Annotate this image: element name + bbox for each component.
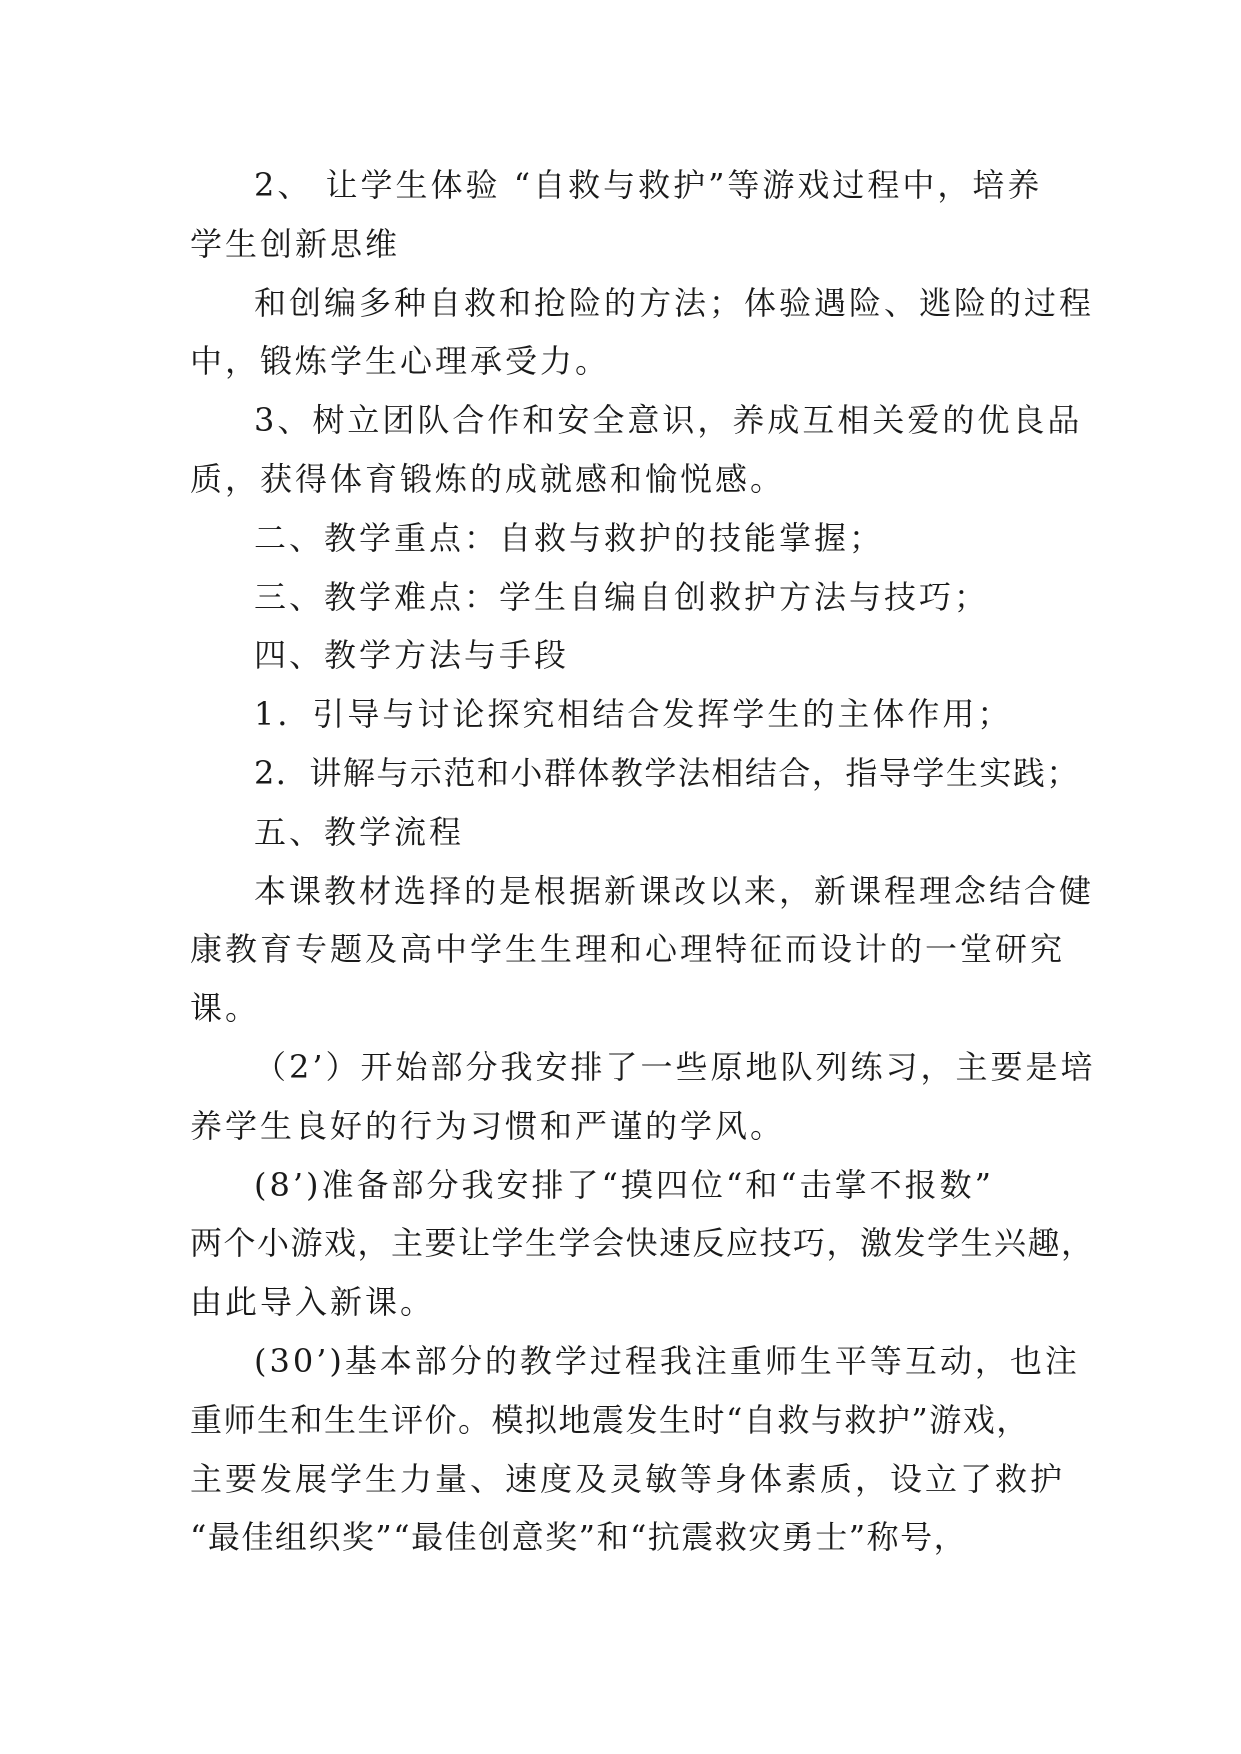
text-line: 主要发展学生力量、速度及灵敏等身体素质，设立了救护 bbox=[190, 1459, 1066, 1498]
text-line: 五、教学流程 bbox=[254, 812, 465, 851]
text-line: 2、 让学生体验 “自救与救护”等游戏过程中，培养 bbox=[254, 166, 1043, 204]
text-line: 本课教材选择的是根据新课改以来，新课程理念结合健 bbox=[254, 871, 1095, 910]
text-line: 课。 bbox=[190, 989, 261, 1028]
text-line: （2’）开始部分我安排了一些原地队列练习，主要是培 bbox=[254, 1047, 1096, 1086]
document-body bbox=[190, 156, 1096, 1567]
text-line: 三、教学难点：学生自编自创救护方法与技巧； bbox=[254, 577, 990, 616]
text-line: 学生创新思维 bbox=[190, 224, 401, 263]
text-line: 质，获得体育锻炼的成就感和愉悦感。 bbox=[190, 459, 786, 498]
text-line: 康教育专题及高中学生生理和心理特征而设计的一堂研究 bbox=[190, 930, 1066, 969]
text-line: 3、树立团队合作和安全意识，养成互相关爱的优良品 bbox=[254, 401, 1083, 440]
text-line: 由此导入新课。 bbox=[190, 1283, 436, 1322]
text-line: 2．讲解与示范和小群体教学法相结合，指导学生实践； bbox=[254, 753, 1080, 792]
text-line: 重师生和生生评价。模拟地震发生时“自救与救护”游戏， bbox=[190, 1400, 1030, 1439]
text-line: 四、教学方法与手段 bbox=[254, 636, 570, 675]
text-line: 养学生良好的行为习惯和严谨的学风。 bbox=[190, 1106, 786, 1145]
text-line: 二、教学重点：自救与救护的技能掌握； bbox=[254, 518, 885, 557]
text-line: 中，锻炼学生心理承受力。 bbox=[190, 342, 611, 381]
text-line: (30’)基本部分的教学过程我注重师生平等互动，也注 bbox=[254, 1341, 1080, 1380]
text-line: 1．引导与讨论探究相结合发挥学生的主体作用； bbox=[254, 695, 1013, 734]
text-line: “最佳组织奖”“最佳创意奖”和“抗震救灾勇士”称号， bbox=[190, 1518, 968, 1557]
text-line: 和创编多种自救和抢险的方法；体验遇险、逃险的过程 bbox=[254, 283, 1095, 322]
text-line: 两个小游戏，主要让学生学会快速反应技巧，激发学生兴趣， bbox=[190, 1224, 1095, 1263]
text-line: (8’)准备部分我安排了“摸四位“和“击掌不报数” bbox=[254, 1165, 994, 1204]
